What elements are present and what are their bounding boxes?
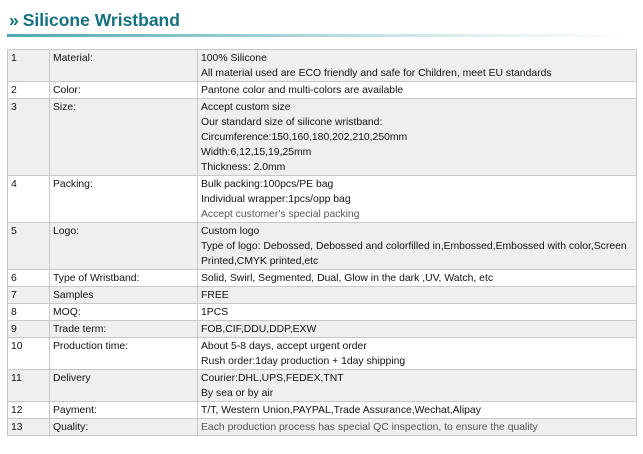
row-value bbox=[198, 419, 637, 436]
value-line: T/T, Western Union,PAYPAL,Trade Assurance,Wechat,Alipay bbox=[201, 405, 481, 416]
table-row bbox=[8, 176, 637, 223]
value-line: Pantone color and multi-colors are available bbox=[201, 85, 404, 96]
table-row bbox=[8, 287, 637, 304]
row-value bbox=[198, 370, 637, 402]
row-value bbox=[198, 50, 637, 82]
row-value bbox=[198, 270, 637, 287]
row-value bbox=[198, 176, 637, 223]
row-number: 8 bbox=[8, 304, 50, 321]
table-row bbox=[8, 82, 637, 99]
row-label: Payment: bbox=[50, 402, 198, 419]
value-line: Each production process has special QC inspection, to ensure the quality bbox=[201, 422, 538, 433]
spec-table bbox=[7, 49, 637, 436]
value-line: Circumference:150,160,180,202,210,250mm bbox=[201, 132, 408, 143]
table-row bbox=[8, 338, 637, 370]
row-value bbox=[198, 99, 637, 176]
row-number: 9 bbox=[8, 321, 50, 338]
double-chevron-icon: » bbox=[9, 10, 19, 30]
row-value bbox=[198, 82, 637, 99]
value-line: Type of logo: Debossed, Debossed and colorfilled in,Embossed,Embossed with color,Screen Printed,CMYK printed,etc bbox=[201, 241, 627, 267]
value-line: Courier:DHL,UPS,FEDEX,TNT bbox=[201, 373, 344, 384]
row-number: 1 bbox=[8, 50, 50, 82]
page-header bbox=[0, 0, 643, 38]
value-line: All material used are ECO friendly and safe for Children, meet EU standards bbox=[201, 68, 552, 79]
row-label: MOQ: bbox=[50, 304, 198, 321]
value-line: Solid, Swirl, Segmented, Dual, Glow in the dark ,UV, Watch, etc bbox=[201, 273, 494, 284]
row-label: Type of Wristband: bbox=[50, 270, 198, 287]
value-line: Thickness: 2.0mm bbox=[201, 162, 286, 173]
row-number: 6 bbox=[8, 270, 50, 287]
row-value bbox=[198, 321, 637, 338]
value-line: Rush order:1day production + 1day shipping bbox=[201, 356, 406, 367]
row-label: Color: bbox=[50, 82, 198, 99]
title-text: Silicone Wristband bbox=[22, 10, 180, 30]
row-number: 4 bbox=[8, 176, 50, 223]
row-label: Logo: bbox=[50, 223, 198, 270]
row-number: 5 bbox=[8, 223, 50, 270]
title-underline bbox=[7, 34, 637, 37]
table-row bbox=[8, 370, 637, 402]
table-row bbox=[8, 99, 637, 176]
table-row bbox=[8, 419, 637, 436]
value-line: Individual wrapper:1pcs/opp bag bbox=[201, 194, 351, 205]
table-row bbox=[8, 50, 637, 82]
value-line: Our standard size of silicone wristband: bbox=[201, 117, 383, 128]
row-value bbox=[198, 287, 637, 304]
row-number: 2 bbox=[8, 82, 50, 99]
row-label: Packing: bbox=[50, 176, 198, 223]
row-label: Material: bbox=[50, 50, 198, 82]
value-line: Accept custom size bbox=[201, 102, 291, 113]
row-number: 3 bbox=[8, 99, 50, 176]
value-line: Bulk packing:100pcs/PE bag bbox=[201, 179, 334, 190]
value-line: FOB,CIF,DDU,DDP,EXW bbox=[201, 324, 317, 335]
table-row bbox=[8, 270, 637, 287]
table-row bbox=[8, 223, 637, 270]
row-number: 11 bbox=[8, 370, 50, 402]
row-number: 13 bbox=[8, 419, 50, 436]
row-label: Delivery bbox=[50, 370, 198, 402]
row-label: Trade term: bbox=[50, 321, 198, 338]
value-line: About 5-8 days, accept urgent order bbox=[201, 341, 367, 352]
table-row bbox=[8, 321, 637, 338]
row-label: Samples bbox=[50, 287, 198, 304]
row-number: 12 bbox=[8, 402, 50, 419]
table-row bbox=[8, 304, 637, 321]
value-line: 1PCS bbox=[201, 307, 229, 318]
table-row bbox=[8, 402, 637, 419]
value-line: By sea or by air bbox=[201, 388, 274, 399]
value-line: Width:6,12,15,19,25mm bbox=[201, 147, 312, 158]
row-label: Quality: bbox=[50, 419, 198, 436]
row-number: 7 bbox=[8, 287, 50, 304]
value-line: 100% Silicone bbox=[201, 53, 267, 64]
value-line: Custom logo bbox=[201, 226, 260, 237]
row-label: Production time: bbox=[50, 338, 198, 370]
row-number: 10 bbox=[8, 338, 50, 370]
row-value bbox=[198, 223, 637, 270]
value-line: FREE bbox=[201, 290, 229, 301]
page-title bbox=[9, 10, 180, 31]
value-line: Accept customer's special packing bbox=[201, 209, 360, 220]
row-value bbox=[198, 304, 637, 321]
row-value bbox=[198, 402, 637, 419]
row-label: Size: bbox=[50, 99, 198, 176]
row-value bbox=[198, 338, 637, 370]
